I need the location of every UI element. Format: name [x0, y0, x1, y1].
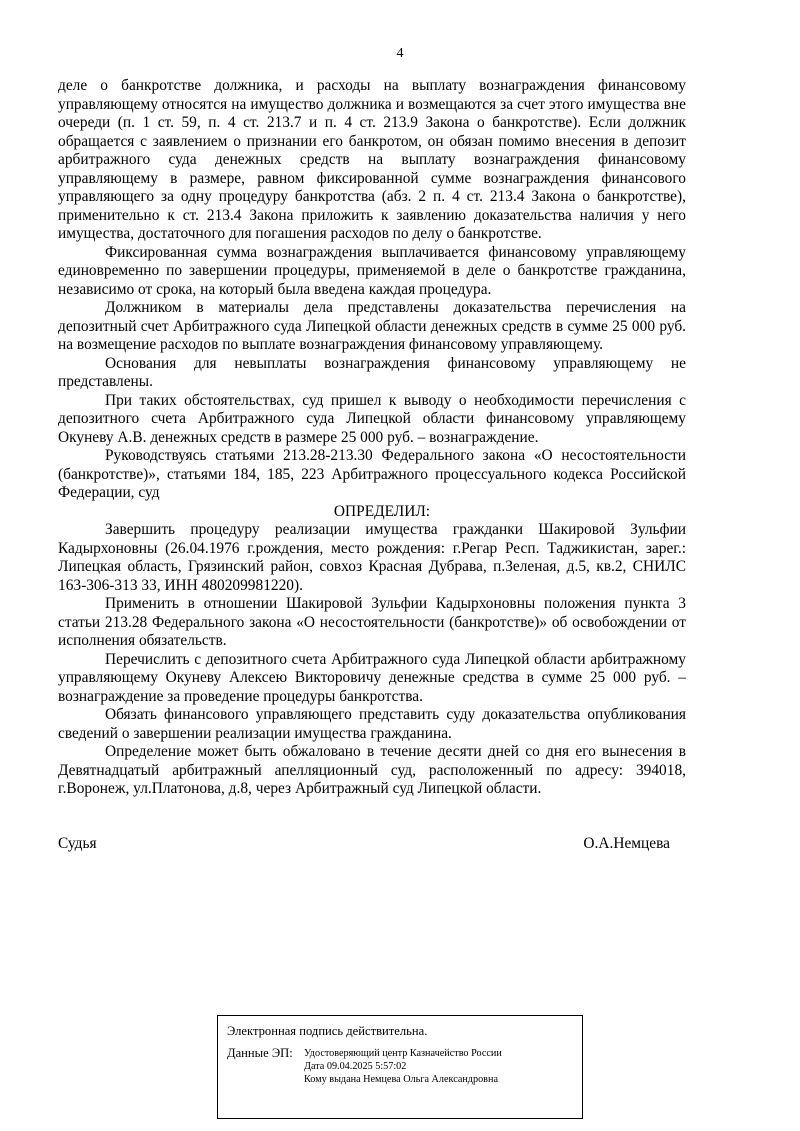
ruling-item-publish-evidence: Обязать финансового управляющего представить суду доказательства опубликования сведений о завершении реализации имущества гражданина. — [58, 706, 686, 742]
esignature-issuer: Удостоверяющий центр Казначейство России — [304, 1048, 502, 1059]
paragraph-fixed-fee: Фиксированная сумма вознаграждения выплачивается финансовому управляющему единовременно по завершении процедуры, применяемой в деле о банкротстве гражданина, независимо от срока, на который была введена каждая процедура. — [58, 243, 686, 298]
esignature-date: Дата 09.04.2025 5:57:02 — [304, 1061, 407, 1072]
judge-signature — [58, 834, 670, 853]
esignature-owner: Кому выдана Немцева Ольга Александровна — [304, 1074, 498, 1085]
paragraph-court-conclusion: При таких обстоятельствах, суд пришел к выводу о необходимости перечисления с депозитного счета Арбитражного суда Липецкой области финансовому управляющему Окуневу А.В. денежных средств в размере 25 000 руб. – вознаграждение. — [58, 391, 686, 446]
ruling-heading: ОПРЕДЕЛИЛ: — [333, 502, 431, 520]
esignature-label: Данные ЭП: — [227, 1046, 293, 1060]
paragraph-legal-basis: Руководствуясь статьями 213.28-213.30 Федерального закона «О несостоятельности (банкротстве)», статьями 184, 185, 223 Арбитражного процессуального кодекса Российской Федерации, суд — [58, 447, 686, 501]
ruling-item-release-obligations: Применить в отношении Шакировой Зульфии Кадырхоновны положения пункта 3 статьи 213.28 Федерального закона «О несостоятельности (банкротстве)» об освобождении от исполнения обязательств. — [58, 595, 686, 649]
ruling-item-transfer-funds: Перечислить с депозитного счета Арбитражного суда Липецкой области арбитражному управляющему Окуневу Алексею Викторовичу денежные средства в сумме 25 000 руб. – вознаграждение за проведение процедуры банкротства. — [58, 650, 686, 705]
document-body — [58, 77, 686, 799]
paragraph-no-grounds: Основания для невыплаты вознаграждения финансовому управляющему не представлены. — [58, 354, 686, 390]
paragraph-deposit-evidence: Должником в материалы дела представлены доказательства перечисления на депозитный счет Арбитражного суда Липецкой области денежных средств в сумме 25 000 руб. на возмещение расходов по выплате вознаграждения финансовому управляющему. — [58, 299, 686, 353]
judge-role: Судья — [58, 835, 97, 852]
esignature-title: Электронная подпись действительна. — [227, 1024, 428, 1038]
ruling-item-appeal: Определение может быть обжаловано в течение десяти дней со дня его вынесения в Девятнадцатый арбитражный апелляционный суд, расположенный по адресу: 394018, г.Воронеж, ул.Платонова, д.8, через Арбитражный суд Липецкой области. — [58, 743, 686, 797]
ruling-item-complete-procedure: Завершить процедуру реализации имущества гражданки Шакировой Зульфии Кадырхоновны (26.04.1976 г.рождения, место рождения: г.Регар Респ. Таджикистан, зарег.: Липецкая область, Грязинский район, совхоз Красная Дубрава, п.Зеленая, д.5, кв.2, СНИЛС 163-306-313 33, ИНН 480209981220). — [58, 521, 686, 594]
paragraph-continuation: деле о банкротстве должника, и расходы на выплату вознаграждения финансовому управляющему относятся на имущество должника и возмещаются за счет этого имущества вне очереди (п. 1 ст. 59, п. 4 ст. 213.7 и п. 4 ст. 213.9 Закона о банкротстве). Если должник обращается с заявлением о признании его банкротом, он обязан помимо внесения в депозит арбитражного суда денежных средств на выплату вознаграждения финансовому управляющему в размере, равном фиксированной сумме вознаграждения финансового управляющего за одну процедуру банкротства (абз. 2 п. 4 ст. 213.4 Закона о банкротстве), применительно к ст. 213.4 Закона приложить к заявлению доказательства наличия у него имущества, достаточного для погашения расходов по делу о банкротстве. — [58, 77, 686, 242]
judge-name: О.А.Немцева — [583, 835, 670, 852]
electronic-signature-stamp — [217, 1015, 583, 1119]
esignature-details — [304, 1047, 502, 1086]
page-number: 4 — [396, 46, 404, 61]
